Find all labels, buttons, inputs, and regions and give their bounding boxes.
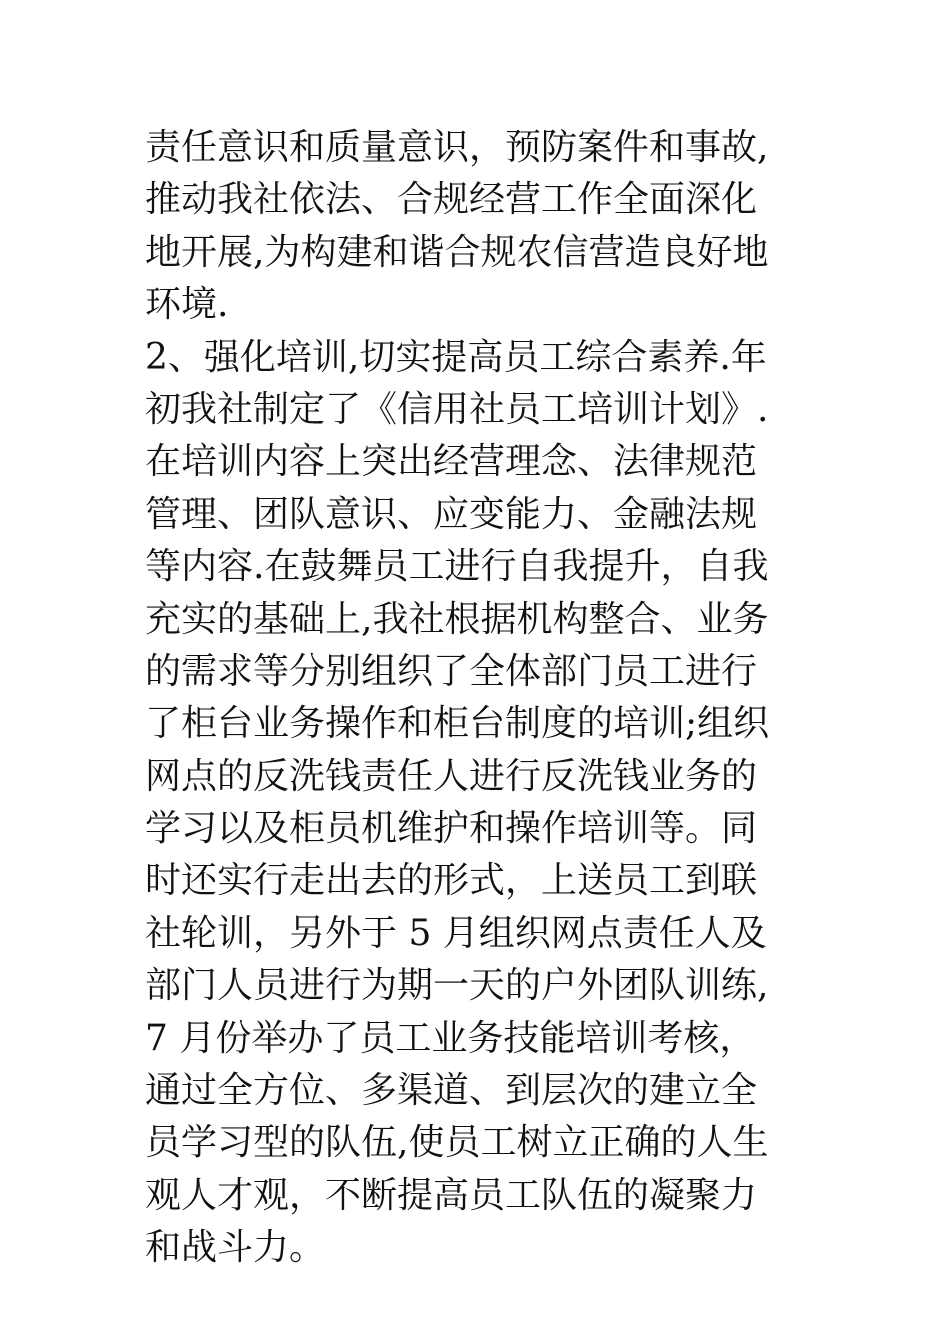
text-line: 责任意识和质量意识，预防案件和事故, (145, 127, 769, 168)
text-line: 了柜台业务操作和柜台制度的培训;组织 (145, 703, 770, 745)
text-line: 环境. (145, 284, 229, 326)
body-text (145, 122, 845, 1275)
text-line: 地开展,为构建和谐合规农信营造良好地 (145, 231, 769, 273)
text-line: 观人才观，不断提高员工队伍的凝聚力 (145, 1174, 758, 1216)
text-line: 在培训内容上突出经营理念、法律规范 (145, 441, 758, 483)
text-line: 初我社制定了《信用社员工培训计划》. (145, 388, 769, 430)
text-line: 充实的基础上,我社根据机构整合、业务 (145, 598, 769, 640)
text-line: 学习以及柜员机维护和操作培训等。同 (145, 808, 758, 850)
text-line: 的需求等分别组织了全体部门员工进行 (145, 650, 758, 692)
text-line: 管理、团队意识、应变能力、金融法规 (145, 493, 758, 535)
text-line: 网点的反洗钱责任人进行反洗钱业务的 (145, 755, 758, 797)
text-line: 员学习型的队伍,使员工树立正确的人生 (145, 1122, 769, 1164)
text-line: 时还实行走出去的形式，上送员工到联 (145, 860, 758, 902)
text-line: 社轮训，另外于 5 月组织网点责任人及 (145, 912, 767, 954)
text-line: 部门人员进行为期一天的户外团队训练, (145, 965, 769, 1007)
text-line: 通过全方位、多渠道、到层次的建立全 (145, 1070, 758, 1112)
text-line: 等内容.在鼓舞员工进行自我提升，自我 (145, 546, 769, 588)
text-line: 和战斗力。 (145, 1227, 326, 1269)
text-line: 推动我社依法、合规经营工作全面深化 (145, 179, 758, 221)
text-line: 7 月份举办了员工业务技能培训考核， (145, 1017, 756, 1059)
text-line: 2、强化培训,切实提高员工综合素养.年 (145, 336, 767, 378)
